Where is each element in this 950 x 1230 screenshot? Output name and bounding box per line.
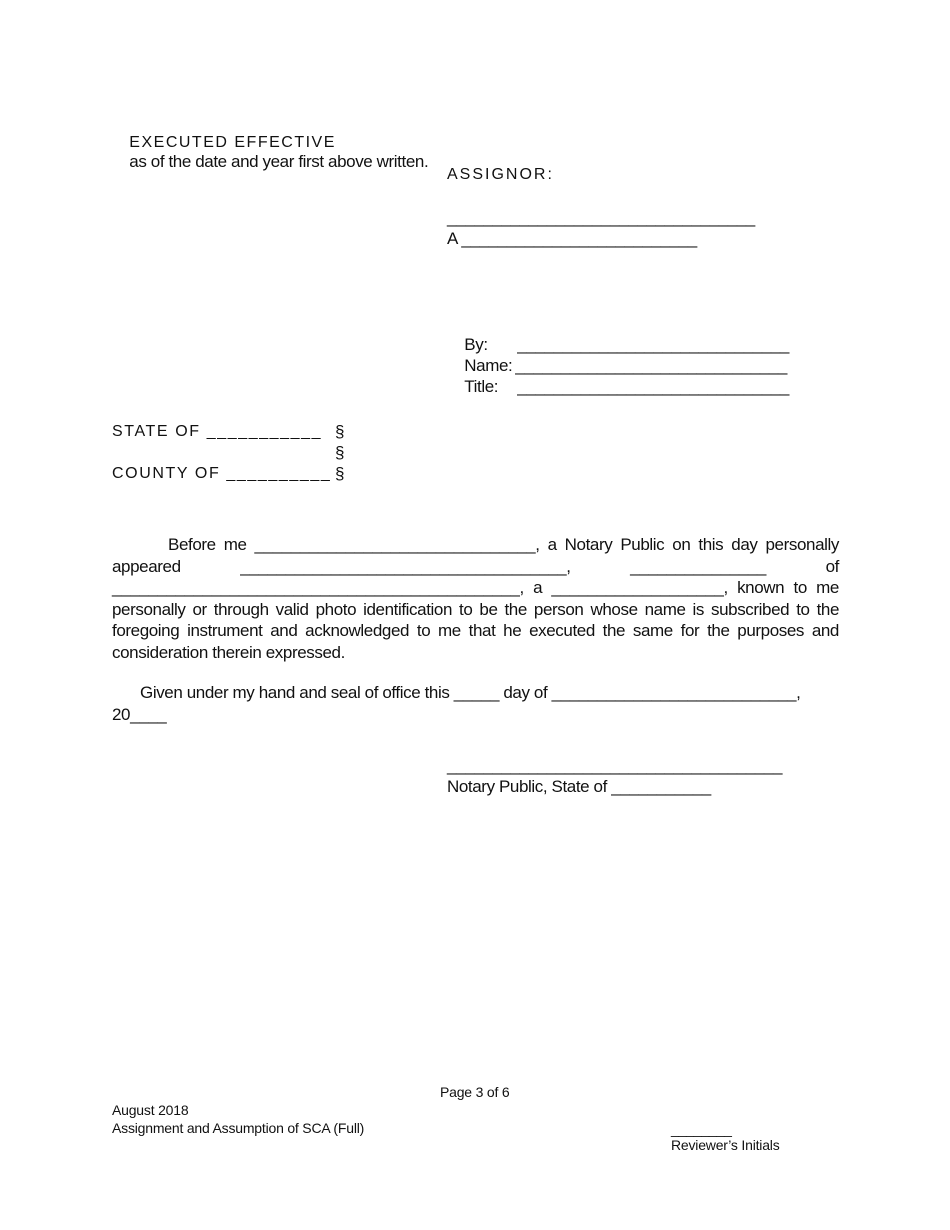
executed-effective-caps: EXECUTED EFFECTIVE <box>129 134 336 151</box>
by-line: ______________________________ <box>517 335 789 354</box>
executed-effective-line <box>112 112 428 192</box>
year-line: 20____ <box>112 704 167 724</box>
title-line: ______________________________ <box>517 377 789 396</box>
acknowledgment-text: Before me _______________________________, a Notary Public on this day personally appeared ____________________________________, _______________ of _____________________________________________, a ___________________, known to me personally or through valid photo identification to be the person whose name is subscribed to the foregoing instrument and acknowledged to me that he executed the same for the purposes and consideration therein expressed. <box>112 535 839 662</box>
notary-signature-line: _____________________________________ <box>447 756 783 775</box>
name-label: Name: <box>464 356 513 375</box>
state-of-label: STATE OF ___________ <box>112 423 323 440</box>
title-label: Title: <box>464 377 499 396</box>
assignor-entity-line: A __________________________ <box>447 229 697 248</box>
section-symbol-2: § <box>335 443 345 462</box>
executed-effective-text: as of the date and year first above written. <box>129 152 429 171</box>
assignor-signature-line: __________________________________ <box>447 208 755 227</box>
name-line: ______________________________ <box>515 356 787 375</box>
initials-line: ________ <box>671 1121 732 1137</box>
county-of-label: COUNTY OF __________ <box>112 465 332 482</box>
reviewer-initials-label: Reviewer’s Initials <box>671 1137 780 1153</box>
by-label: By: <box>464 335 488 354</box>
section-symbol-1: § <box>335 422 345 441</box>
page-number: Page 3 of 6 <box>440 1084 510 1100</box>
notary-public-label: Notary Public, State of ___________ <box>447 777 711 796</box>
footer-document-title: Assignment and Assumption of SCA (Full) <box>112 1120 365 1136</box>
section-symbol-3: § <box>335 464 345 483</box>
footer-date: August 2018 <box>112 1102 189 1118</box>
signature-title-row <box>447 357 789 417</box>
given-line: Given under my hand and seal of office this _____ day of ___________________________, <box>140 683 801 702</box>
assignor-heading: ASSIGNOR: <box>447 166 554 183</box>
acknowledgment-paragraph <box>112 534 839 663</box>
given-under-hand <box>112 682 839 725</box>
